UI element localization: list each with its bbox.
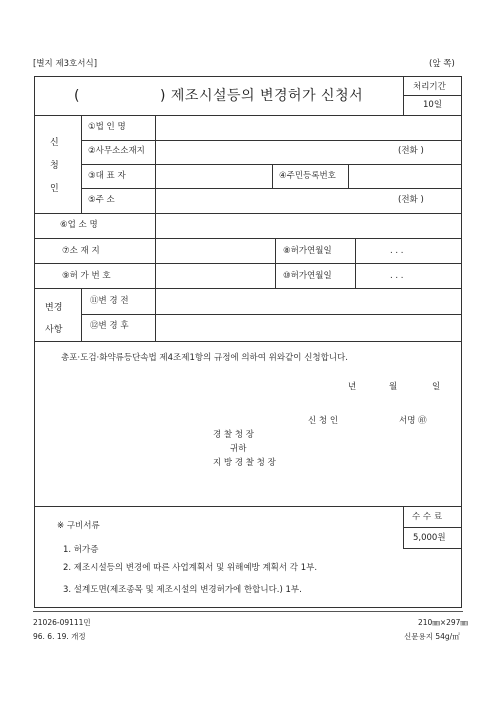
change-before-label: ⑪변 경 전 (90, 296, 129, 306)
office-address-label: ②사무소소재지 (88, 146, 145, 156)
fee-label: 수 수 료 (412, 512, 443, 522)
applicant-sign-label: 신 청 인 (308, 416, 339, 426)
form-title: ) 제조시설등의 변경허가 신청서 (160, 88, 364, 104)
processing-period-value: 10일 (423, 100, 443, 110)
address-phone-label: (전화 ) (398, 195, 424, 205)
corp-name-label: ①법 인 명 (88, 122, 126, 132)
signature-seal-label: 서명 ㊞ (399, 416, 427, 426)
change-side-label: 변경 사항 (45, 303, 63, 335)
front-label: (앞 쪽) (429, 59, 455, 69)
documents-heading: ※ 구비서류 (57, 521, 100, 531)
title-open-paren: ( (74, 88, 80, 104)
document-item: 3. 설계도면(제조종목 및 제조시설의 변경허가에 한합니다.) 1부. (63, 585, 302, 595)
application-statement: 총포·도검·화약류등단속법 제4조제1항의 규정에 의하여 위와같이 신청합니다. (61, 353, 348, 363)
paper-size: 210㎜×297㎜ (418, 618, 468, 627)
form-code: 21026-09111민 (33, 618, 91, 627)
address-label: ⑤주 소 (88, 195, 115, 205)
resident-number-label: ④주민등록번호 (279, 171, 336, 181)
business-name-label: ⑥업 소 명 (60, 220, 98, 230)
processing-period-label: 처리기간 (413, 82, 446, 92)
fee-value: 5,000원 (413, 533, 446, 543)
date-day-label: 일 (432, 382, 441, 392)
recipient-honorific: 귀하 (230, 444, 247, 454)
recipient-police-chief: 경 찰 청 장 (213, 430, 254, 440)
form-label: [별지 제3호서식] (33, 59, 98, 69)
permit-date-10-value: . . . (390, 271, 404, 281)
applicant-side-label: 신 청 인 (50, 138, 59, 194)
document-item: 1. 허가증 (63, 545, 99, 555)
permit-number-label: ⑨허 가 번 호 (62, 271, 111, 281)
revision-date: 96. 6. 19. 개정 (33, 632, 86, 641)
document-item: 2. 제조시설등의 변경에 따른 사업계획서 및 위해예방 계획서 각 1부. (63, 563, 318, 573)
date-year-label: 년 (348, 382, 357, 392)
date-month-label: 월 (389, 382, 398, 392)
office-phone-label: (전화 ) (398, 146, 424, 156)
location-label: ⑦소 재 지 (62, 246, 100, 256)
permit-date-8-label: ⑧허가연월일 (283, 246, 332, 256)
recipient-regional-police-chief: 지 방 경 찰 청 장 (213, 458, 276, 468)
permit-date-8-value: . . . (390, 246, 404, 256)
permit-date-10-label: ⑩허가연월일 (283, 271, 332, 281)
change-after-label: ⑫변 경 후 (90, 321, 129, 331)
paper-type: 신문용지 54g/㎡ (404, 632, 460, 641)
representative-label: ③대 표 자 (88, 171, 126, 181)
